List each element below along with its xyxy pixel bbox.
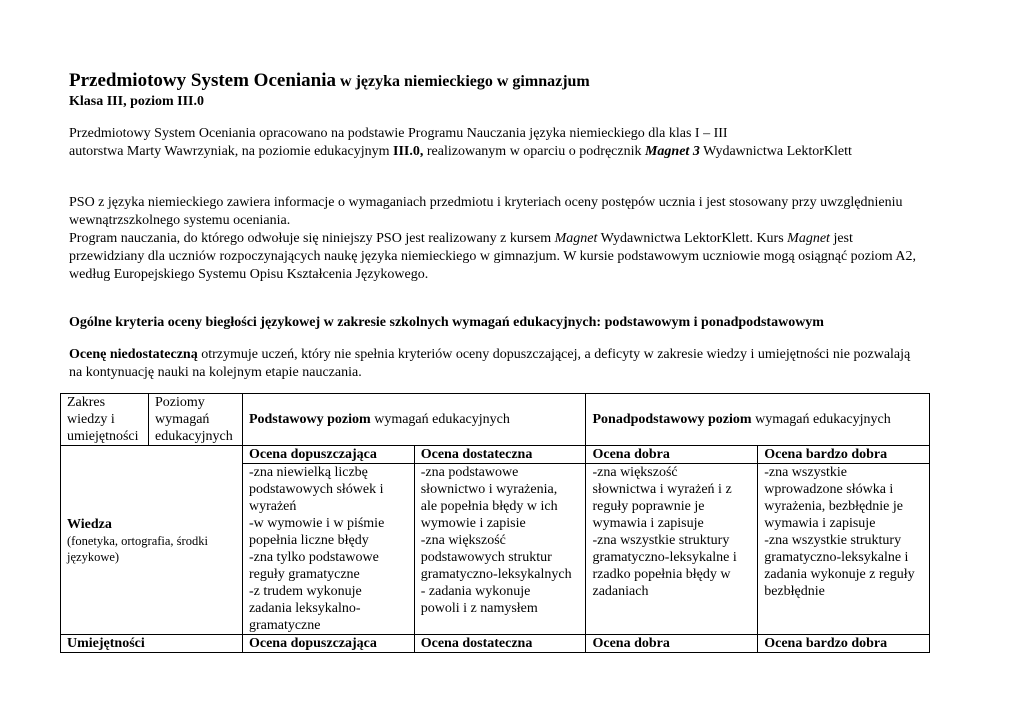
- header-levels: Poziomy wymagań edukacyjnych: [148, 394, 242, 446]
- table-header-row: [61, 394, 930, 446]
- grade-dostateczna: Ocena dostateczna: [414, 446, 586, 464]
- skills-row: [61, 635, 930, 653]
- intro-p1-mid: realizowanym w oparciu o podręcznik: [423, 144, 645, 159]
- knowledge-dobra: -zna większość słownictwa i wyrażeń i z reguły poprawnie je wymawia i zapisuje -zna wszystkie struktury gramatyczno-leksykalne i rzadko popełnia błędy w zadaniach: [586, 464, 758, 635]
- intro-p3-b: Wydawnictwa LektorKlett. Kurs: [597, 231, 788, 246]
- intro-p1-line1: Przedmiotowy System Oceniania opracowano na podstawie Programu Nauczania języka niemieckiego dla klas I – III: [69, 126, 728, 141]
- intro-p3-a: Program nauczania, do którego odwołuje się niniejszy PSO jest realizowany z kursem: [69, 231, 555, 246]
- header-advanced-level: Ponadpodstawowy poziom wymagań edukacyjnych: [586, 394, 930, 446]
- grade-dopuszczajaca: Ocena dopuszczająca: [242, 446, 414, 464]
- insufficient-rest: otrzymuje uczeń, który nie spełnia kryteriów oceny dopuszczającej, a deficyty w zakresie wiedzy i umiejętności nie pozwalają: [197, 347, 911, 362]
- skills-grade-dopuszczajaca: Ocena dopuszczająca: [242, 635, 414, 653]
- document-title: [69, 70, 590, 92]
- intro-p1-publisher: Wydawnictwa LektorKlett: [699, 144, 852, 159]
- skills-grade-bardzo-dobra: Ocena bardzo dobra: [758, 635, 930, 653]
- intro-p1-author: autorstwa Marty Wawrzyniak, na poziomie edukacyjnym: [69, 144, 394, 159]
- intro-book: Magnet 3: [644, 144, 700, 159]
- skills-label: Umiejętności: [61, 635, 243, 653]
- insufficient-line1: [69, 346, 910, 364]
- intro-p3-c: jest: [829, 231, 853, 246]
- header-scope: Zakres wiedzy i umiejętności: [61, 394, 149, 446]
- intro-p3-line1: [69, 230, 853, 248]
- title-main: Przedmiotowy System Oceniania: [69, 70, 337, 91]
- intro-p3-magnet: Magnet: [554, 231, 598, 246]
- skills-grade-dostateczna: Ocena dostateczna: [414, 635, 586, 653]
- class-level: Klasa III, poziom III.0: [69, 94, 204, 109]
- knowledge-dostateczna: -zna podstawowe słownictwo i wyrażenia, ale popełnia błędy w ich wymowie i zapisie -zna większość podstawowych struktur gramatyczno-leksykalnych - zadania wykonuje powoli i z namysłem: [414, 464, 586, 635]
- intro-p3-line2: przewidziany dla uczniów rozpoczynających naukę języka niemieckiego w gimnazjum. W kursie podstawowym uczniowie mogą osiągnąć poziom A2,: [69, 249, 916, 264]
- intro-p3-line3: według Europejskiego Systemu Opisu Kształcenia Językowego.: [69, 267, 429, 282]
- intro-p2-line2: wewnątrzszkolnego systemu oceniania.: [69, 213, 291, 228]
- insufficient-line2: na kontynuację nauki na kolejnym etapie nauczania.: [69, 365, 362, 380]
- grade-dobra: Ocena dobra: [586, 446, 758, 464]
- skills-grade-dobra: Ocena dobra: [586, 635, 758, 653]
- knowledge-sub: (fonetyka, ortografia, środki językowe): [67, 533, 208, 564]
- knowledge-label: Wiedza: [67, 516, 112, 532]
- requirements-table: [60, 393, 930, 653]
- intro-p2-line1: PSO z języka niemieckiego zawiera informacje o wymaganiach przedmiotu i kryteriach oceny postępów ucznia i jest stosowany przy uwzględnieniu: [69, 195, 903, 210]
- criteria-heading: Ogólne kryteria oceny biegłości językowej w zakresie szkolnych wymagań edukacyjnych: podstawowym i ponadpodstawowym: [69, 315, 824, 330]
- knowledge-label-cell: [61, 446, 243, 635]
- knowledge-bardzo-dobra: -zna wszystkie wprowadzone słówka i wyrażenia, bezbłędnie je wymawia i zapisuje -zna wszystkie struktury gramatyczno-leksykalne i zadania wykonuje z reguły bezbłędnie: [758, 464, 930, 635]
- grade-row: [61, 446, 930, 464]
- intro-p3-magnet2: Magnet: [787, 231, 830, 246]
- header-basic-level: Podstawowy poziom wymagań edukacyjnych: [242, 394, 586, 446]
- title-rest: w języka niemieckiego w gimnazjum: [336, 73, 590, 90]
- knowledge-dopuszczajaca: -zna niewielką liczbę podstawowych słówek i wyrażeń -w wymowie i w piśmie popełnia liczne błędy -zna tylko podstawowe reguły gramatyczne -z trudem wykonuje zadania leksykalno- gramatyczne: [242, 464, 414, 635]
- intro-p1-line2: [69, 143, 852, 161]
- intro-level: III.0,: [393, 144, 424, 159]
- insufficient-term: Ocenę niedostateczną: [69, 347, 198, 362]
- grade-bardzo-dobra: Ocena bardzo dobra: [758, 446, 930, 464]
